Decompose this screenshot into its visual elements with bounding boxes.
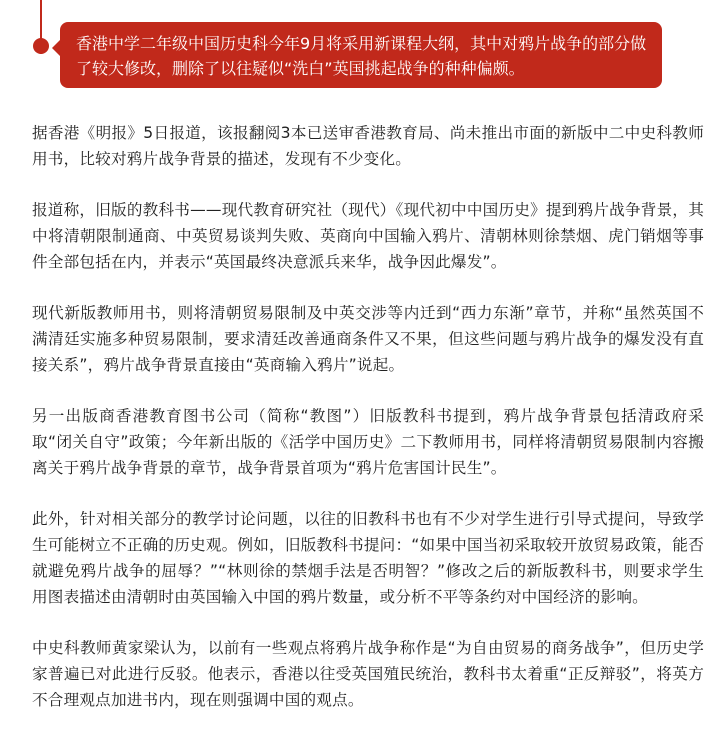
timeline-dot-icon — [33, 38, 49, 54]
article-paragraph-2: 报道称，旧版的教科书——现代教育研究社（现代）《现代初中中国历史》提到鸦片战争背景，其中将清朝限制通商、中英贸易谈判失败、英商向中国输入鸦片、清朝林则徐禁烟、虎门销烟等事件全部包括在内，并表示“英国最终决意派兵来华，战争因此爆发”。 — [32, 201, 704, 271]
article-body — [32, 120, 704, 738]
summary-callout — [60, 22, 662, 88]
callout-arrow — [52, 40, 60, 56]
summary-callout-text: 香港中学二年级中国历史科今年9月将采用新课程大纲，其中对鸦片战争的部分做了较大修改，删除了以往疑似“洗白”英国挑起战争的种种偏颇。 — [76, 34, 647, 78]
article-paragraph-5: 此外，针对相关部分的教学讨论问题，以往的旧教科书也有不少对学生进行引导式提问，导致学生可能树立不正确的历史观。例如，旧版教科书提问：“如果中国当初采取较开放贸易政策，能否就避免鸦片战争的屈辱？”“林则徐的禁烟手法是否明智？”修改之后的新版教科书，则要求学生用图表描述由清朝时由英国输入中国的鸦片数量，或分析不平等条约对中国经济的影响。 — [32, 510, 704, 606]
article-paragraph-6: 中史科教师黄家梁认为，以前有一些观点将鸦片战争称作是“为自由贸易的商务战争”，但历史学家普遍已对此进行反驳。他表示，香港以往受英国殖民统治，教科书太着重“正反辩驳”，将英方不合理观点加进书内，现在则强调中国的观点。 — [32, 639, 704, 709]
article-paragraph-3: 现代新版教师用书，则将清朝贸易限制及中英交涉等内迁到“西力东渐”章节，并称“虽然英国不满清廷实施多种贸易限制，要求清廷改善通商条件又不果，但这些问题与鸦片战争的爆发没有直接关系”，鸦片战争背景直接由“英商输入鸦片”说起。 — [32, 304, 704, 374]
article-paragraph-4: 另一出版商香港教育图书公司（简称“教图”）旧版教科书提到，鸦片战争背景包括清政府采取“闭关自守”政策；今年新出版的《活学中国历史》二下教师用书，同样将清朝贸易限制内容搬离关于鸦片战争背景的章节，战争背景首项为“鸦片危害国计民生”。 — [32, 407, 704, 477]
article-paragraph-1: 据香港《明报》5日报道，该报翻阅3本已送审香港教育局、尚未推出市面的新版中二中史科教师用书，比较对鸦片战争背景的描述，发现有不少变化。 — [32, 124, 704, 168]
